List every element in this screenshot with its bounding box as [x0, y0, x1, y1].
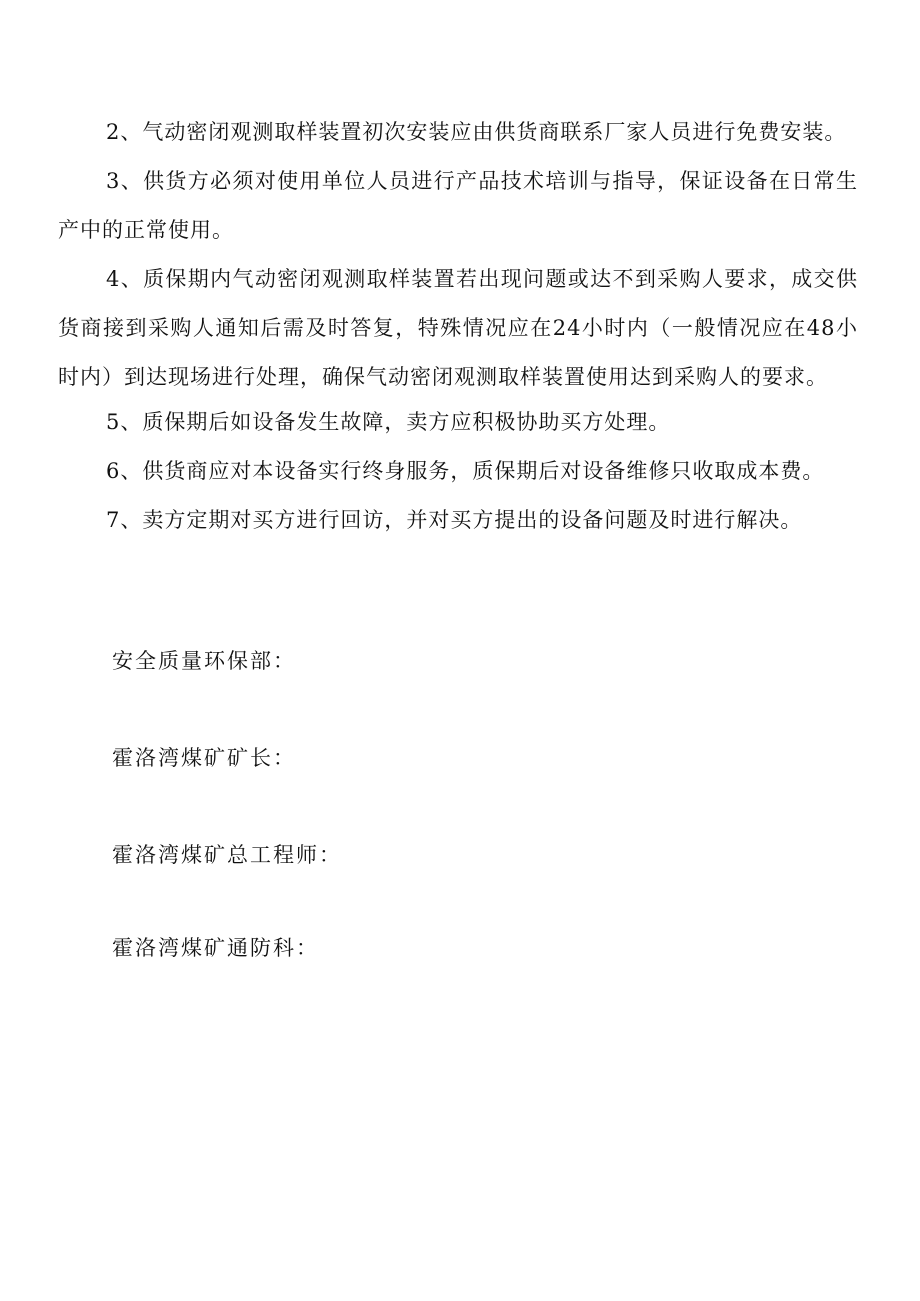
signature-mine-director: 霍洛湾煤矿矿长： — [112, 746, 296, 770]
signature-safety-dept: 安全质量环保部： — [112, 649, 296, 673]
signature-ventilation-dept: 霍洛湾煤矿通防科： — [112, 936, 319, 960]
clause-3: 3、供货方必须对使用单位人员进行产品技术培训与指导，保证设备在日常生产中的正常使用。 — [58, 169, 858, 242]
clause-7: 7、卖方定期对买方进行回访，并对买方提出的设备问题及时进行解决。 — [106, 508, 803, 532]
clause-2: 2、气动密闭观测取样装置初次安装应由供货商联系厂家人员进行免费安装。 — [106, 120, 847, 144]
clause-6: 6、供货商应对本设备实行终身服务，质保期后对设备维修只收取成本费。 — [106, 459, 825, 483]
clause-5: 5、质保期后如设备发生故障，卖方应积极协助买方处理。 — [106, 410, 671, 434]
signature-chief-engineer: 霍洛湾煤矿总工程师： — [112, 843, 342, 867]
clause-4: 4、质保期内气动密闭观测取样装置若出现问题或达不到采购人要求，成交供货商接到采购人通知后需及时答复，特殊情况应在24小时内（一般情况应在48小时内）到达现场进行处理，确保气动密闭观测取样装置使用达到采购人的要求。 — [58, 267, 858, 389]
